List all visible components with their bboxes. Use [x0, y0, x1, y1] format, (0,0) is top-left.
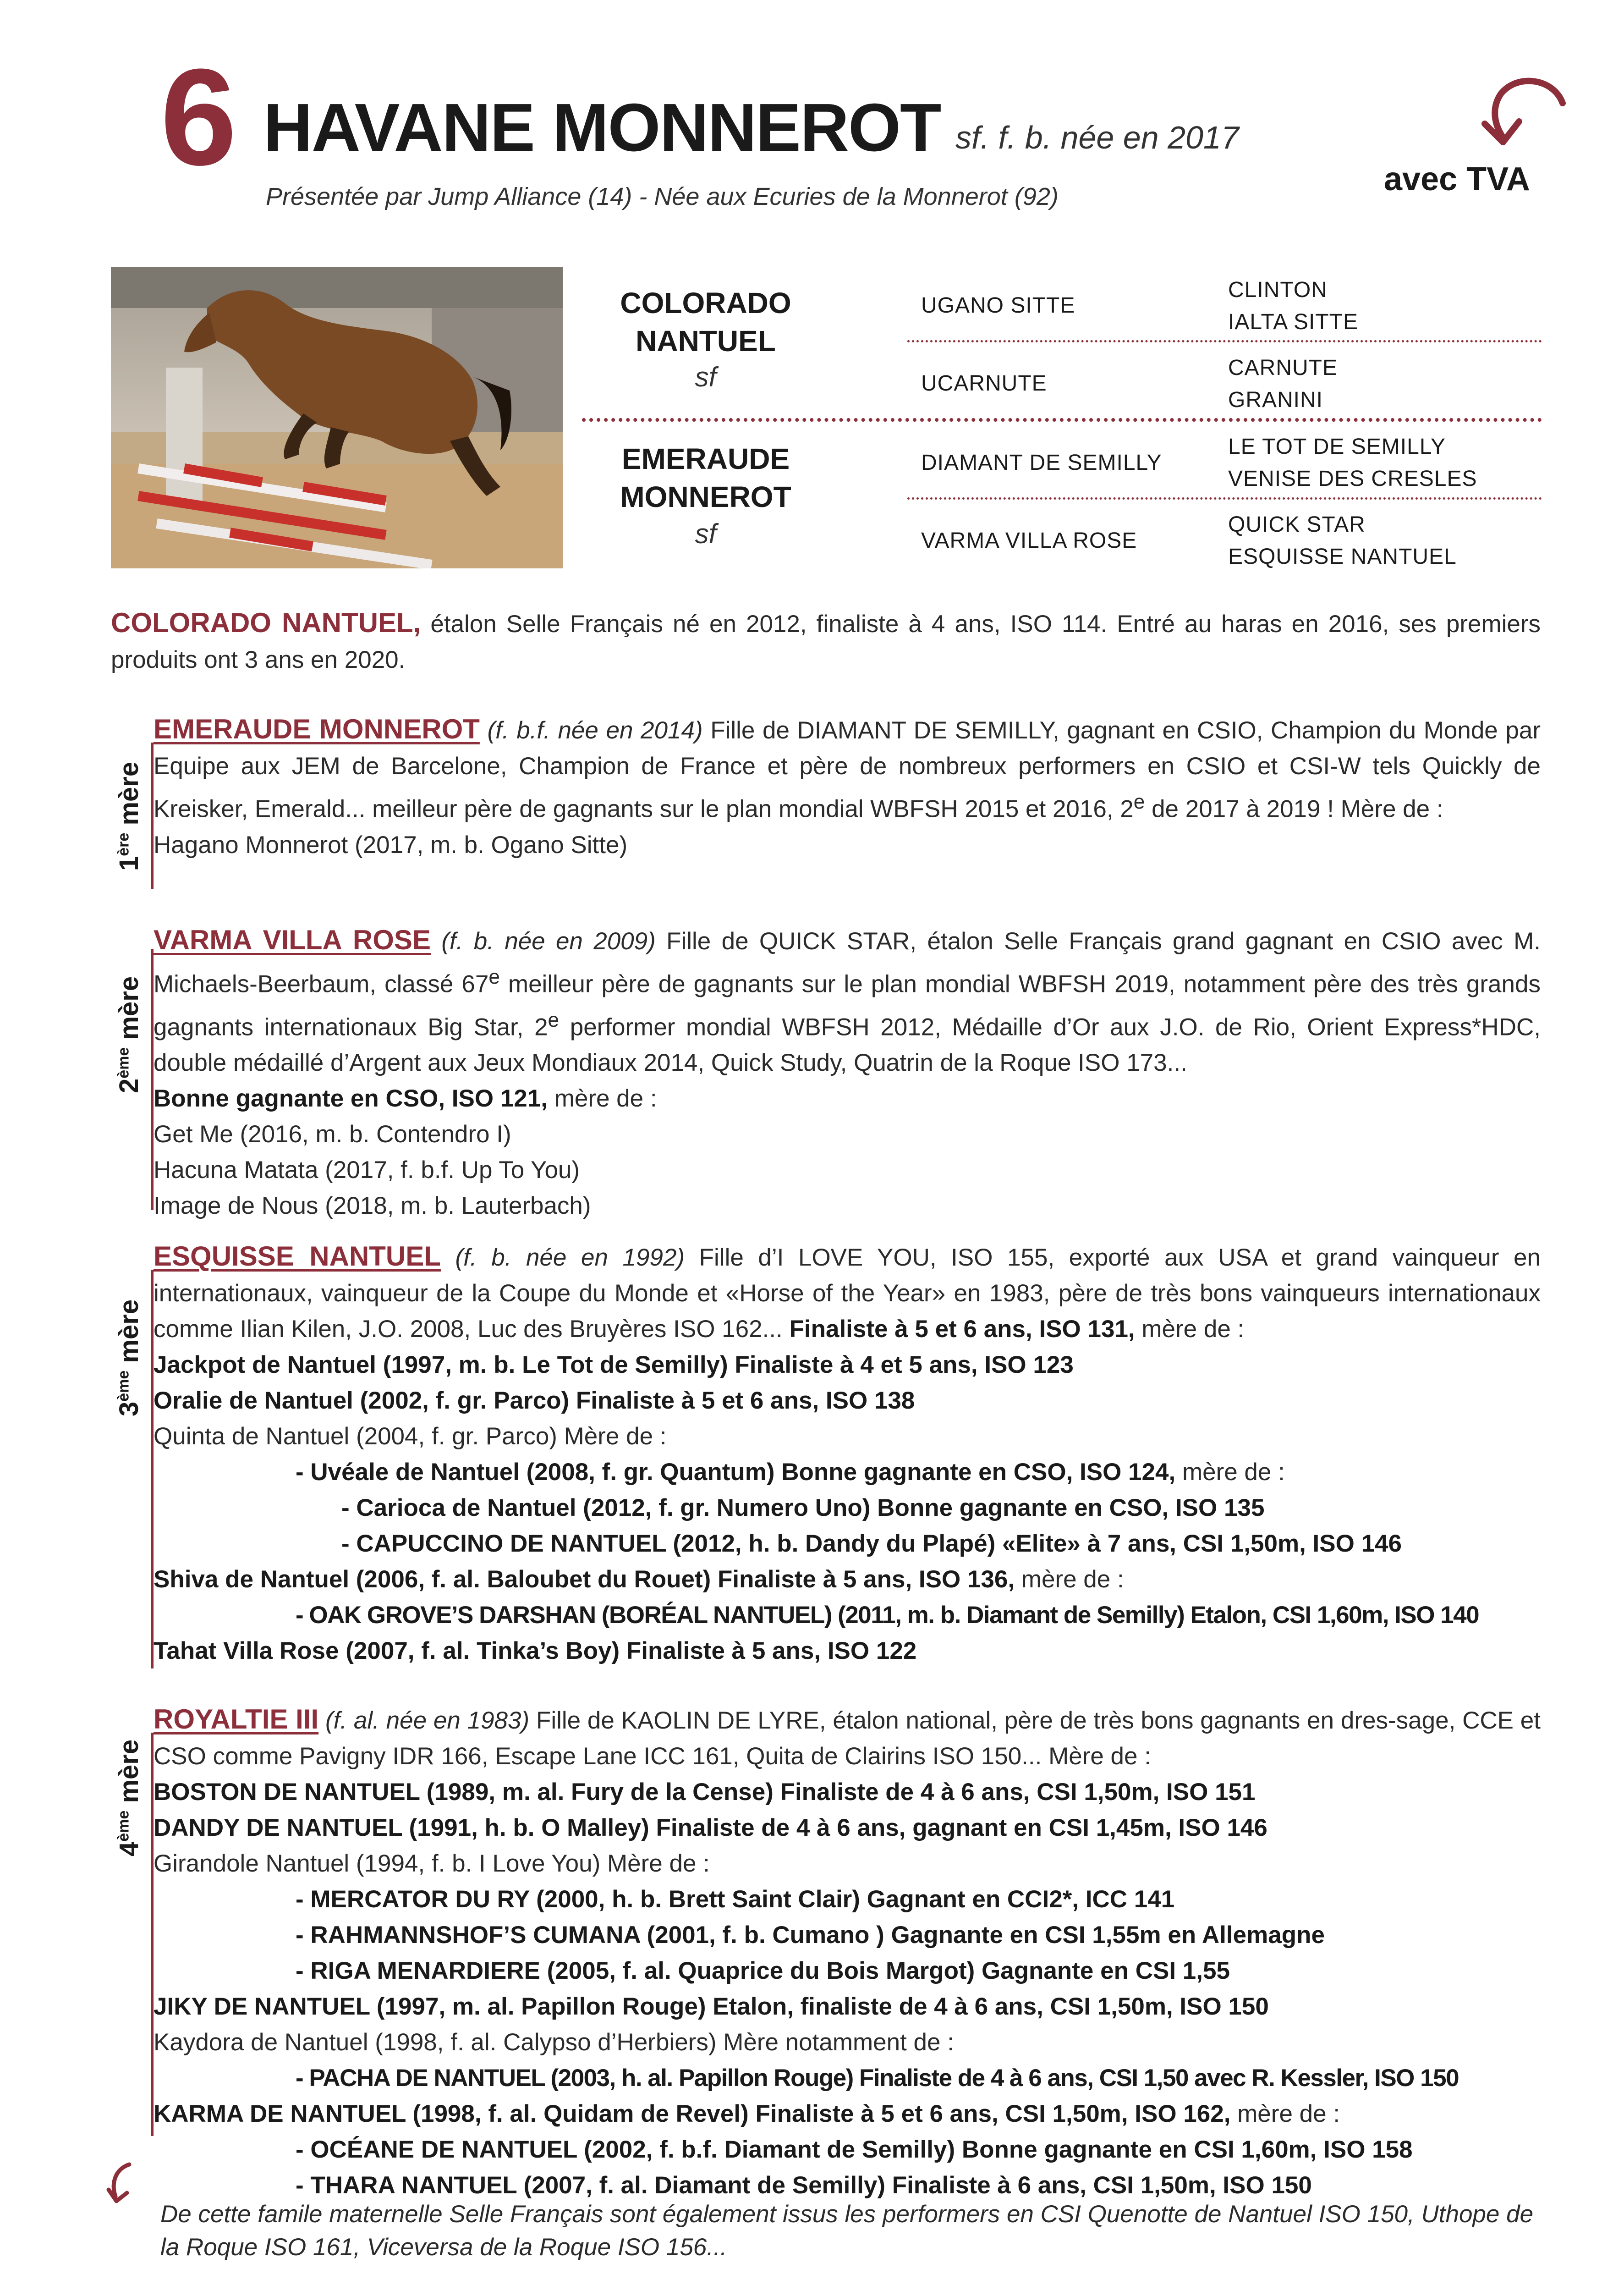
curved-arrow-icon	[1457, 69, 1576, 156]
grandsire-paternal: UGANO SITTE	[921, 293, 1075, 318]
mere3-line-end: mère de :	[1175, 1459, 1285, 1486]
vat-label: avec TVA	[1384, 161, 1530, 198]
horse-description: sf. f. b. née en 2017	[955, 120, 1239, 155]
mere4-line: - OCÉANE DE NANTUEL (2002, f. b.f. Diamant de Semilly) Bonne gagnante en CSI 1,60m, ISO 158	[296, 2136, 1413, 2163]
label-word: mère	[114, 1739, 144, 1803]
mere1-label	[114, 762, 144, 871]
mere4-line: - THARA NANTUEL (2007, f. al. Diamant de Semilly) Finaliste à 6 ans, CSI 1,50m, ISO 150	[296, 2172, 1312, 2199]
mere3-line: - Carioca de Nantuel (2012, f. gr. Numero Uno) Bonne gagnante en CSO, ISO 135	[341, 1494, 1265, 1521]
pedigree-divider	[907, 340, 1542, 342]
great-grandparent: LE TOT DE SEMILLY	[1228, 435, 1446, 459]
mere2-sup-a: e	[488, 966, 500, 988]
mere1-name: EMERAUDE MONNEROT	[154, 714, 480, 744]
mere2-section	[154, 922, 1541, 1224]
mere3-line-end: mère de :	[1015, 1566, 1124, 1593]
mere2-text-a: Fille de QUICK STAR, étalon Selle Français grand gagnant en CSIO avec M. Michaels-Beerbaum, classé 67	[154, 928, 1541, 998]
label-sup: ème	[115, 1370, 132, 1402]
great-grandparents-2	[1228, 352, 1338, 416]
mere3-line: - CAPUCCINO DE NANTUEL (2012, h. b. Dandy du Plapé) «Elite» à 7 ans, CSI 1,50m, ISO 146	[341, 1530, 1402, 1557]
mere4-line: Girandole Nantuel (1994, f. b. I Love You) Mère de :	[154, 1850, 710, 1877]
label-num: 2	[114, 1078, 144, 1093]
great-grandparent: IALTA SITTE	[1228, 309, 1358, 334]
label-num: 4	[114, 1841, 144, 1856]
label-sup: ème	[115, 1047, 132, 1079]
sire-description	[111, 605, 1541, 678]
horse-photo	[111, 267, 563, 568]
mere3-line: Quinta de Nantuel (2004, f. gr. Parco) Mère de :	[154, 1423, 667, 1450]
mere1-text-end: de 2017 à 2019 ! Mère de :	[1145, 795, 1443, 823]
label-num: 3	[114, 1401, 144, 1416]
mere4-line: JIKY DE NANTUEL (1997, m. al. Papillon Rouge) Etalon, finaliste de 4 à 6 ans, CSI 1,50m, ISO 150	[154, 1993, 1269, 2020]
label-num: 1	[114, 856, 144, 871]
mere4-section	[154, 1701, 1541, 2203]
mere4-info: (f. al. née en 1983)	[318, 1707, 530, 1734]
mere3-line: Tahat Villa Rose (2007, f. al. Tinka’s Boy) Finaliste à 5 ans, ISO 122	[154, 1637, 917, 1664]
label-word: mère	[114, 761, 144, 826]
mere2-produce-2: Image de Nous (2018, m. b. Lauterbach)	[154, 1192, 591, 1220]
mere2-label	[114, 976, 144, 1093]
mere1-text: Fille de DIAMANT DE SEMILLY, gagnant en CSIO, Champion du Monde par Equipe aux JEM de Barcelone, Champion de France et père de nombreux performers en CSIO et CSI-W tels Quickly de Kreisker, Emerald... meilleur père de gagnants sur le plan mondial WBFSH 2015 et 2016, 2	[154, 717, 1541, 823]
mere2-name: VARMA VILLA ROSE	[154, 925, 431, 955]
mere1-section	[154, 711, 1541, 863]
sire-name	[564, 284, 848, 360]
mere4-line: - MERCATOR DU RY (2000, h. b. Brett Saint Clair) Gagnant en CCI2*, ICC 141	[296, 1886, 1175, 1913]
mere3-label	[114, 1299, 144, 1416]
label-sup: ème	[115, 1810, 132, 1842]
great-grandparents-4	[1228, 509, 1457, 573]
granddam-maternal: VARMA VILLA ROSE	[921, 529, 1137, 553]
great-grandparent: CARNUTE	[1228, 356, 1338, 380]
sire-text-name: COLORADO NANTUEL,	[111, 607, 421, 638]
label-sup: ère	[115, 832, 132, 856]
sire-name-line1: COLORADO	[620, 286, 791, 319]
pedigree-divider	[907, 497, 1542, 500]
mere4-line: - RIGA MENARDIERE (2005, f. al. Quaprice du Bois Margot) Gagnante en CSI 1,55	[296, 1957, 1230, 1984]
mere3-line: - OAK GROVE’S DARSHAN (BORÉAL NANTUEL) (2011, m. b. Diamant de Semilly) Etalon, CSI 1,60m, ISO 140	[296, 1602, 1479, 1629]
sire-text-body: étalon Selle Français né en 2012, finaliste à 4 ans, ISO 114. Entré au haras en 2016, ses premiers produits ont 3 ans en 2020.	[111, 611, 1541, 673]
mere4-name: ROYALTIE III	[154, 1704, 319, 1734]
great-grandparent: CLINTON	[1228, 278, 1328, 302]
dam-breed: sf	[695, 518, 717, 549]
mere4-line: Kaydora de Nantuel (1998, f. al. Calypso d’Herbiers) Mère notamment de :	[154, 2029, 954, 2056]
pedigree-divider	[582, 418, 1542, 422]
mere3-info: (f. b. née en 1992)	[440, 1244, 685, 1271]
dam-name-line1: EMERAUDE	[621, 442, 790, 475]
mere1-info: (f. b.f. née en 2014)	[479, 717, 703, 744]
mere2-text-c: performer mondial WBFSH 2012, Médaille d’Or aux J.O. de Rio, Orient Express*HDC, double médaillé d’Argent aux Jeux Mondiaux 2014, Quick Study, Quatrin de la Roque ISO 173...	[154, 1013, 1541, 1077]
mere3-text-end: mère de :	[1135, 1316, 1245, 1343]
great-grandparent: QUICK STAR	[1228, 512, 1366, 537]
mere3-section	[154, 1239, 1541, 1669]
mere4-line: DANDY DE NANTUEL (1991, h. b. O Malley) Finaliste de 4 à 6 ans, gagnant en CSI 1,45m, ISO 146	[154, 1814, 1267, 1841]
great-grandparent: ESQUISSE NANTUEL	[1228, 544, 1457, 569]
mere4-line-end: mère de :	[1230, 2100, 1340, 2127]
mere1-produce-0: Hagano Monnerot (2017, m. b. Ogano Sitte)	[154, 831, 628, 859]
grandsire-maternal: DIAMANT DE SEMILLY	[921, 451, 1162, 475]
great-grandparent: VENISE DES CRESLES	[1228, 466, 1477, 491]
sire-breed: sf	[695, 362, 717, 392]
return-arrow-icon	[102, 2160, 148, 2210]
dam-name	[564, 440, 848, 516]
mere2-bold: Bonne gagnante en CSO, ISO 121,	[154, 1085, 548, 1112]
mere2-sup-b: e	[548, 1008, 560, 1031]
footer-note: De cette famile maternelle Selle Français sont également issus les performers en CSI Quenotte de Nantuel ISO 150, Uthope de la Roque ISO 161, Viceversa de la Roque ISO 156...	[160, 2201, 1534, 2261]
mere4-line: - PACHA DE NANTUEL (2003, h. al. Papillon Rouge) Finaliste de 4 à 6 ans, CSI 1,50 avec R. Kessler, ISO 150	[296, 2065, 1459, 2092]
label-word: mère	[114, 976, 144, 1040]
mere3-line: - Uvéale de Nantuel (2008, f. gr. Quantum) Bonne gagnante en CSO, ISO 124,	[296, 1459, 1176, 1486]
mere4-line: - RAHMANNSHOF’S CUMANA (2001, f. b. Cumano ) Gagnante en CSI 1,55m en Allemagne	[296, 1922, 1325, 1949]
mere3-text-bold: Finaliste à 5 et 6 ans, ISO 131,	[782, 1316, 1135, 1343]
mere4-line: BOSTON DE NANTUEL (1989, m. al. Fury de la Cense) Finaliste de 4 à 6 ans, CSI 1,50m, ISO 151	[154, 1778, 1256, 1806]
mere2-produce-0: Get Me (2016, m. b. Contendro I)	[154, 1121, 511, 1148]
mere2-produce-1: Hacuna Matata (2017, f. b.f. Up To You)	[154, 1156, 580, 1184]
mere4-text: Fille de KAOLIN DE LYRE, étalon national, père de très bons gagnants en dres-sage, CCE et CSO comme Pavigny IDR 166, Escape Lane ICC 161, Quita de Clairins ISO 150... Mère de :	[154, 1707, 1541, 1770]
mere2-text-b: meilleur père de gagnants sur le plan mondial WBFSH 2019, notamment père des très grands gagnants internationaux Big Star, 2	[154, 970, 1541, 1041]
mere2-info: (f. b. née en 2009)	[430, 928, 656, 955]
dam-name-line2: MONNEROT	[620, 480, 791, 514]
mere3-line: Jackpot de Nantuel (1997, m. b. Le Tot de Semilly) Finaliste à 4 et 5 ans, ISO 123	[154, 1351, 1074, 1378]
lot-number: 6	[160, 40, 237, 194]
presented-by: Présentée par Jump Alliance (14) - Née aux Ecuries de la Monnerot (92)	[266, 183, 1059, 210]
mere3-name: ESQUISSE NANTUEL	[154, 1241, 441, 1272]
mere4-label	[114, 1740, 144, 1856]
sire-name-line2: NANTUEL	[636, 325, 776, 358]
great-grandparents-3	[1228, 431, 1477, 495]
mere2-bold-end: mère de :	[547, 1085, 657, 1112]
great-grandparents-1	[1228, 274, 1358, 338]
mere3-text: Fille d’I LOVE YOU, ISO 155, exporté aux USA et grand vainqueur en internationaux, vainqueur de la Coupe du Monde et «Horse of the Year» en 1983, père de très bons vainqueurs internationaux comme Ilian Kilen, J.O. 2008, Luc des Bruyères ISO 162...	[154, 1244, 1541, 1343]
horse-name: HAVANE MONNEROT	[263, 90, 941, 165]
great-grandparent: GRANINI	[1228, 387, 1323, 412]
mere1-sup: e	[1133, 791, 1145, 813]
mere4-line: KARMA DE NANTUEL (1998, f. al. Quidam de Revel) Finaliste à 5 et 6 ans, CSI 1,50m, ISO 162,	[154, 2100, 1231, 2127]
label-word: mère	[114, 1299, 144, 1363]
granddam-paternal: UCARNUTE	[921, 371, 1047, 396]
mere3-line: Oralie de Nantuel (2002, f. gr. Parco) Finaliste à 5 et 6 ans, ISO 138	[154, 1387, 915, 1414]
mere3-line: Shiva de Nantuel (2006, f. al. Baloubet du Rouet) Finaliste à 5 ans, ISO 136,	[154, 1566, 1015, 1593]
